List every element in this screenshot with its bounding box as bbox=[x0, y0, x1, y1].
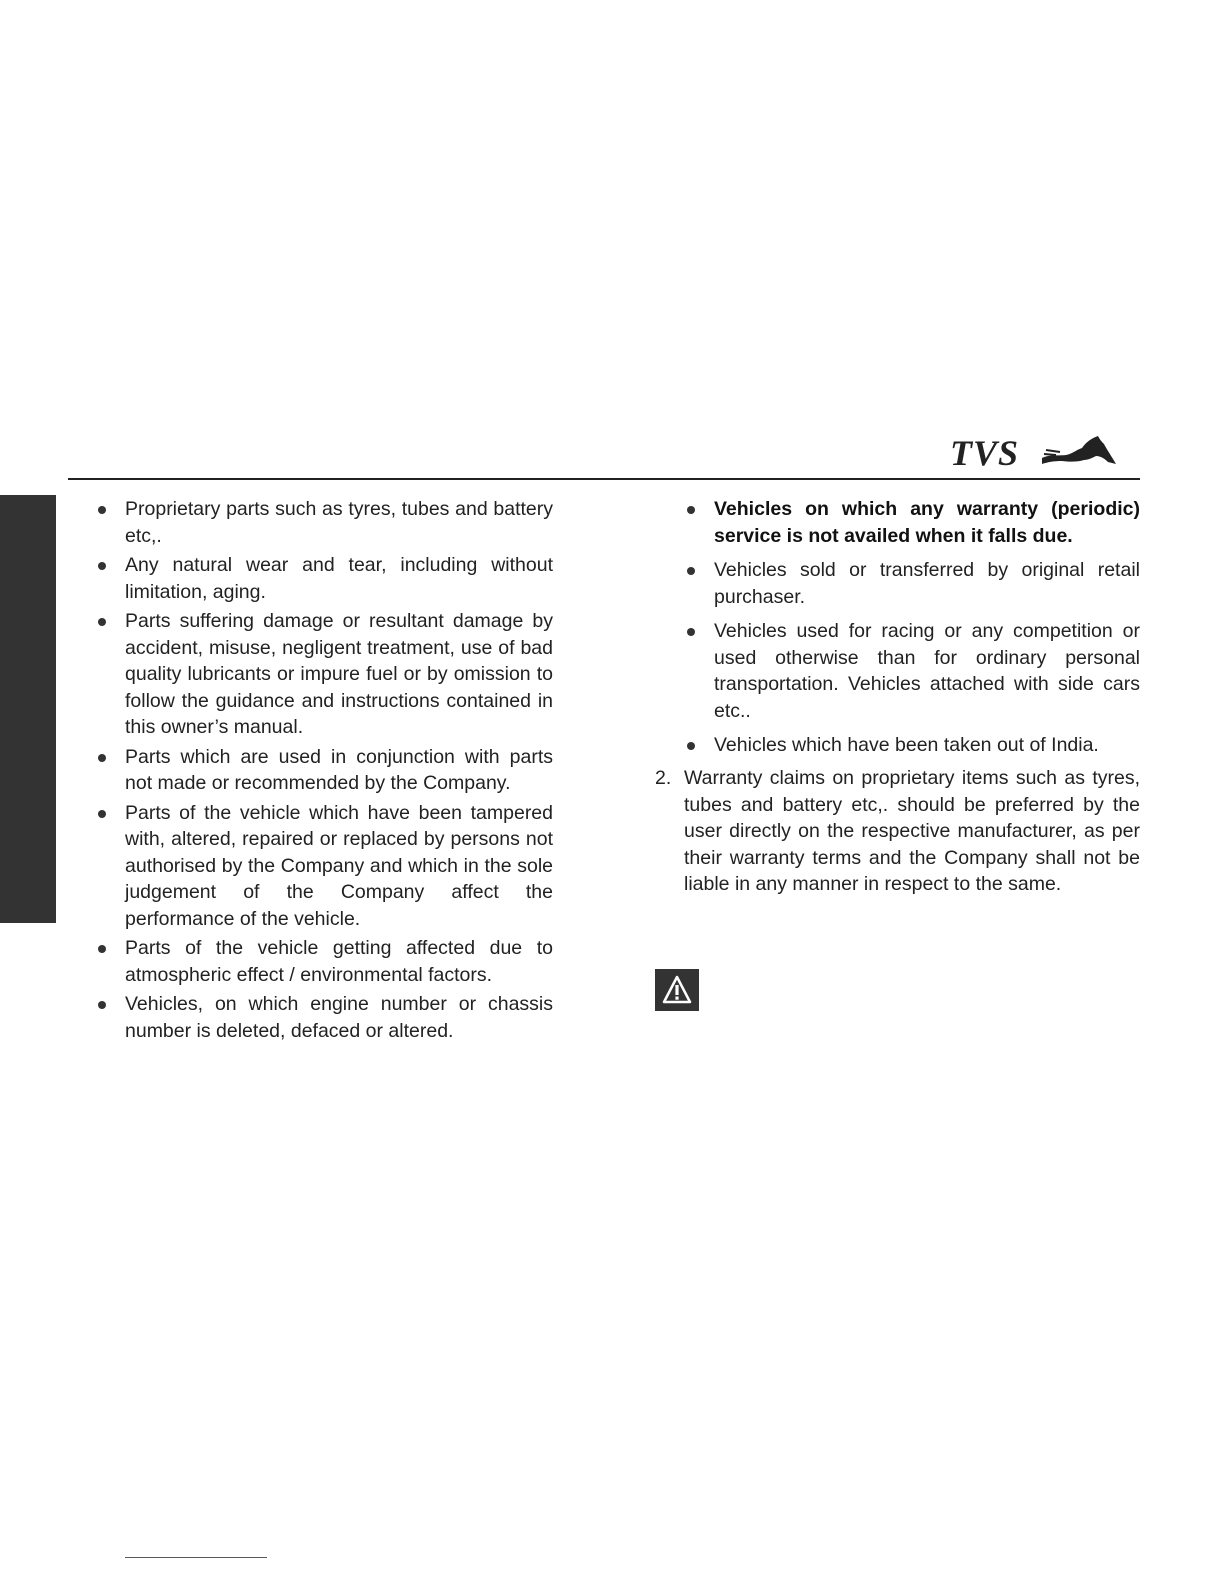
list-item bbox=[95, 991, 553, 1044]
bullet-icon bbox=[687, 628, 695, 636]
bullet-icon bbox=[687, 506, 695, 514]
list-item bbox=[684, 496, 1140, 549]
bullet-icon bbox=[98, 1001, 106, 1009]
list-item bbox=[684, 732, 1140, 759]
warning-triangle-icon bbox=[662, 975, 692, 1005]
list-item-text: Proprietary parts such as tyres, tubes and battery etc,. bbox=[125, 498, 553, 547]
bullet-icon bbox=[98, 618, 106, 626]
list-item-text: Parts suffering damage or resultant damage by accident, misuse, negligent treatment, use of bad quality lubricants or impure fuel or by omission to follow the guidance and instructions contained in this owner’s manual. bbox=[125, 610, 553, 738]
side-section-tab bbox=[0, 495, 56, 923]
list-item bbox=[95, 552, 553, 605]
list-item-text: Vehicles which have been taken out of India. bbox=[714, 734, 1099, 756]
left-column-list bbox=[95, 496, 553, 1047]
warning-badge bbox=[655, 969, 699, 1011]
logo-text: TVS bbox=[950, 433, 1020, 473]
list-item-text: Parts of the vehicle which have been tampered with, altered, repaired or replaced by persons not authorised by the Company and which in the sole judgement of the Company affect the performance of the vehicle. bbox=[125, 801, 553, 930]
bullet-icon bbox=[687, 567, 695, 575]
header-rule bbox=[68, 478, 1140, 480]
right-column-list bbox=[684, 496, 1140, 767]
list-item bbox=[684, 557, 1140, 610]
bullet-icon bbox=[98, 754, 106, 762]
list-item bbox=[95, 935, 553, 988]
list-item bbox=[95, 496, 553, 549]
numbered-item-text: Warranty claims on proprietary items such as tyres, tubes and battery etc,. should be preferred by the user directly on the respective manufacturer, as per their warranty terms and the Company shall not be liable in any manner in respect to the same. bbox=[684, 767, 1140, 895]
list-item-text-bold: Vehicles on which any warranty (periodic) service is not availed when it falls due. bbox=[714, 498, 1140, 547]
list-item bbox=[95, 744, 553, 797]
list-item bbox=[684, 618, 1140, 724]
bullet-icon bbox=[98, 810, 106, 818]
bullet-icon bbox=[98, 945, 106, 953]
list-item-text: Vehicles sold or transferred by original retail purchaser. bbox=[714, 559, 1140, 608]
bullet-icon bbox=[687, 742, 695, 750]
numbered-item bbox=[655, 765, 1140, 898]
list-item-text: Vehicles used for racing or any competition or used otherwise than for ordinary personal transportation. Vehicles attached with side cars etc.. bbox=[714, 620, 1140, 722]
item-number: 2. bbox=[655, 767, 672, 789]
list-item bbox=[95, 800, 553, 933]
bullet-icon bbox=[98, 506, 106, 514]
footer-link-line bbox=[125, 1557, 267, 1558]
tvs-logo bbox=[950, 428, 1130, 474]
bullet-icon bbox=[98, 562, 106, 570]
list-item-text: Parts which are used in conjunction with parts not made or recommended by the Company. bbox=[125, 745, 553, 794]
list-item-text: Any natural wear and tear, including without limitation, aging. bbox=[125, 554, 553, 603]
list-item-text: Parts of the vehicle getting affected due to atmospheric effect / environmental factors. bbox=[125, 937, 553, 986]
list-item bbox=[95, 608, 553, 741]
horse-logo-icon bbox=[1040, 434, 1118, 468]
list-item-text: Vehicles, on which engine number or chassis number is deleted, defaced or altered. bbox=[125, 993, 553, 1042]
